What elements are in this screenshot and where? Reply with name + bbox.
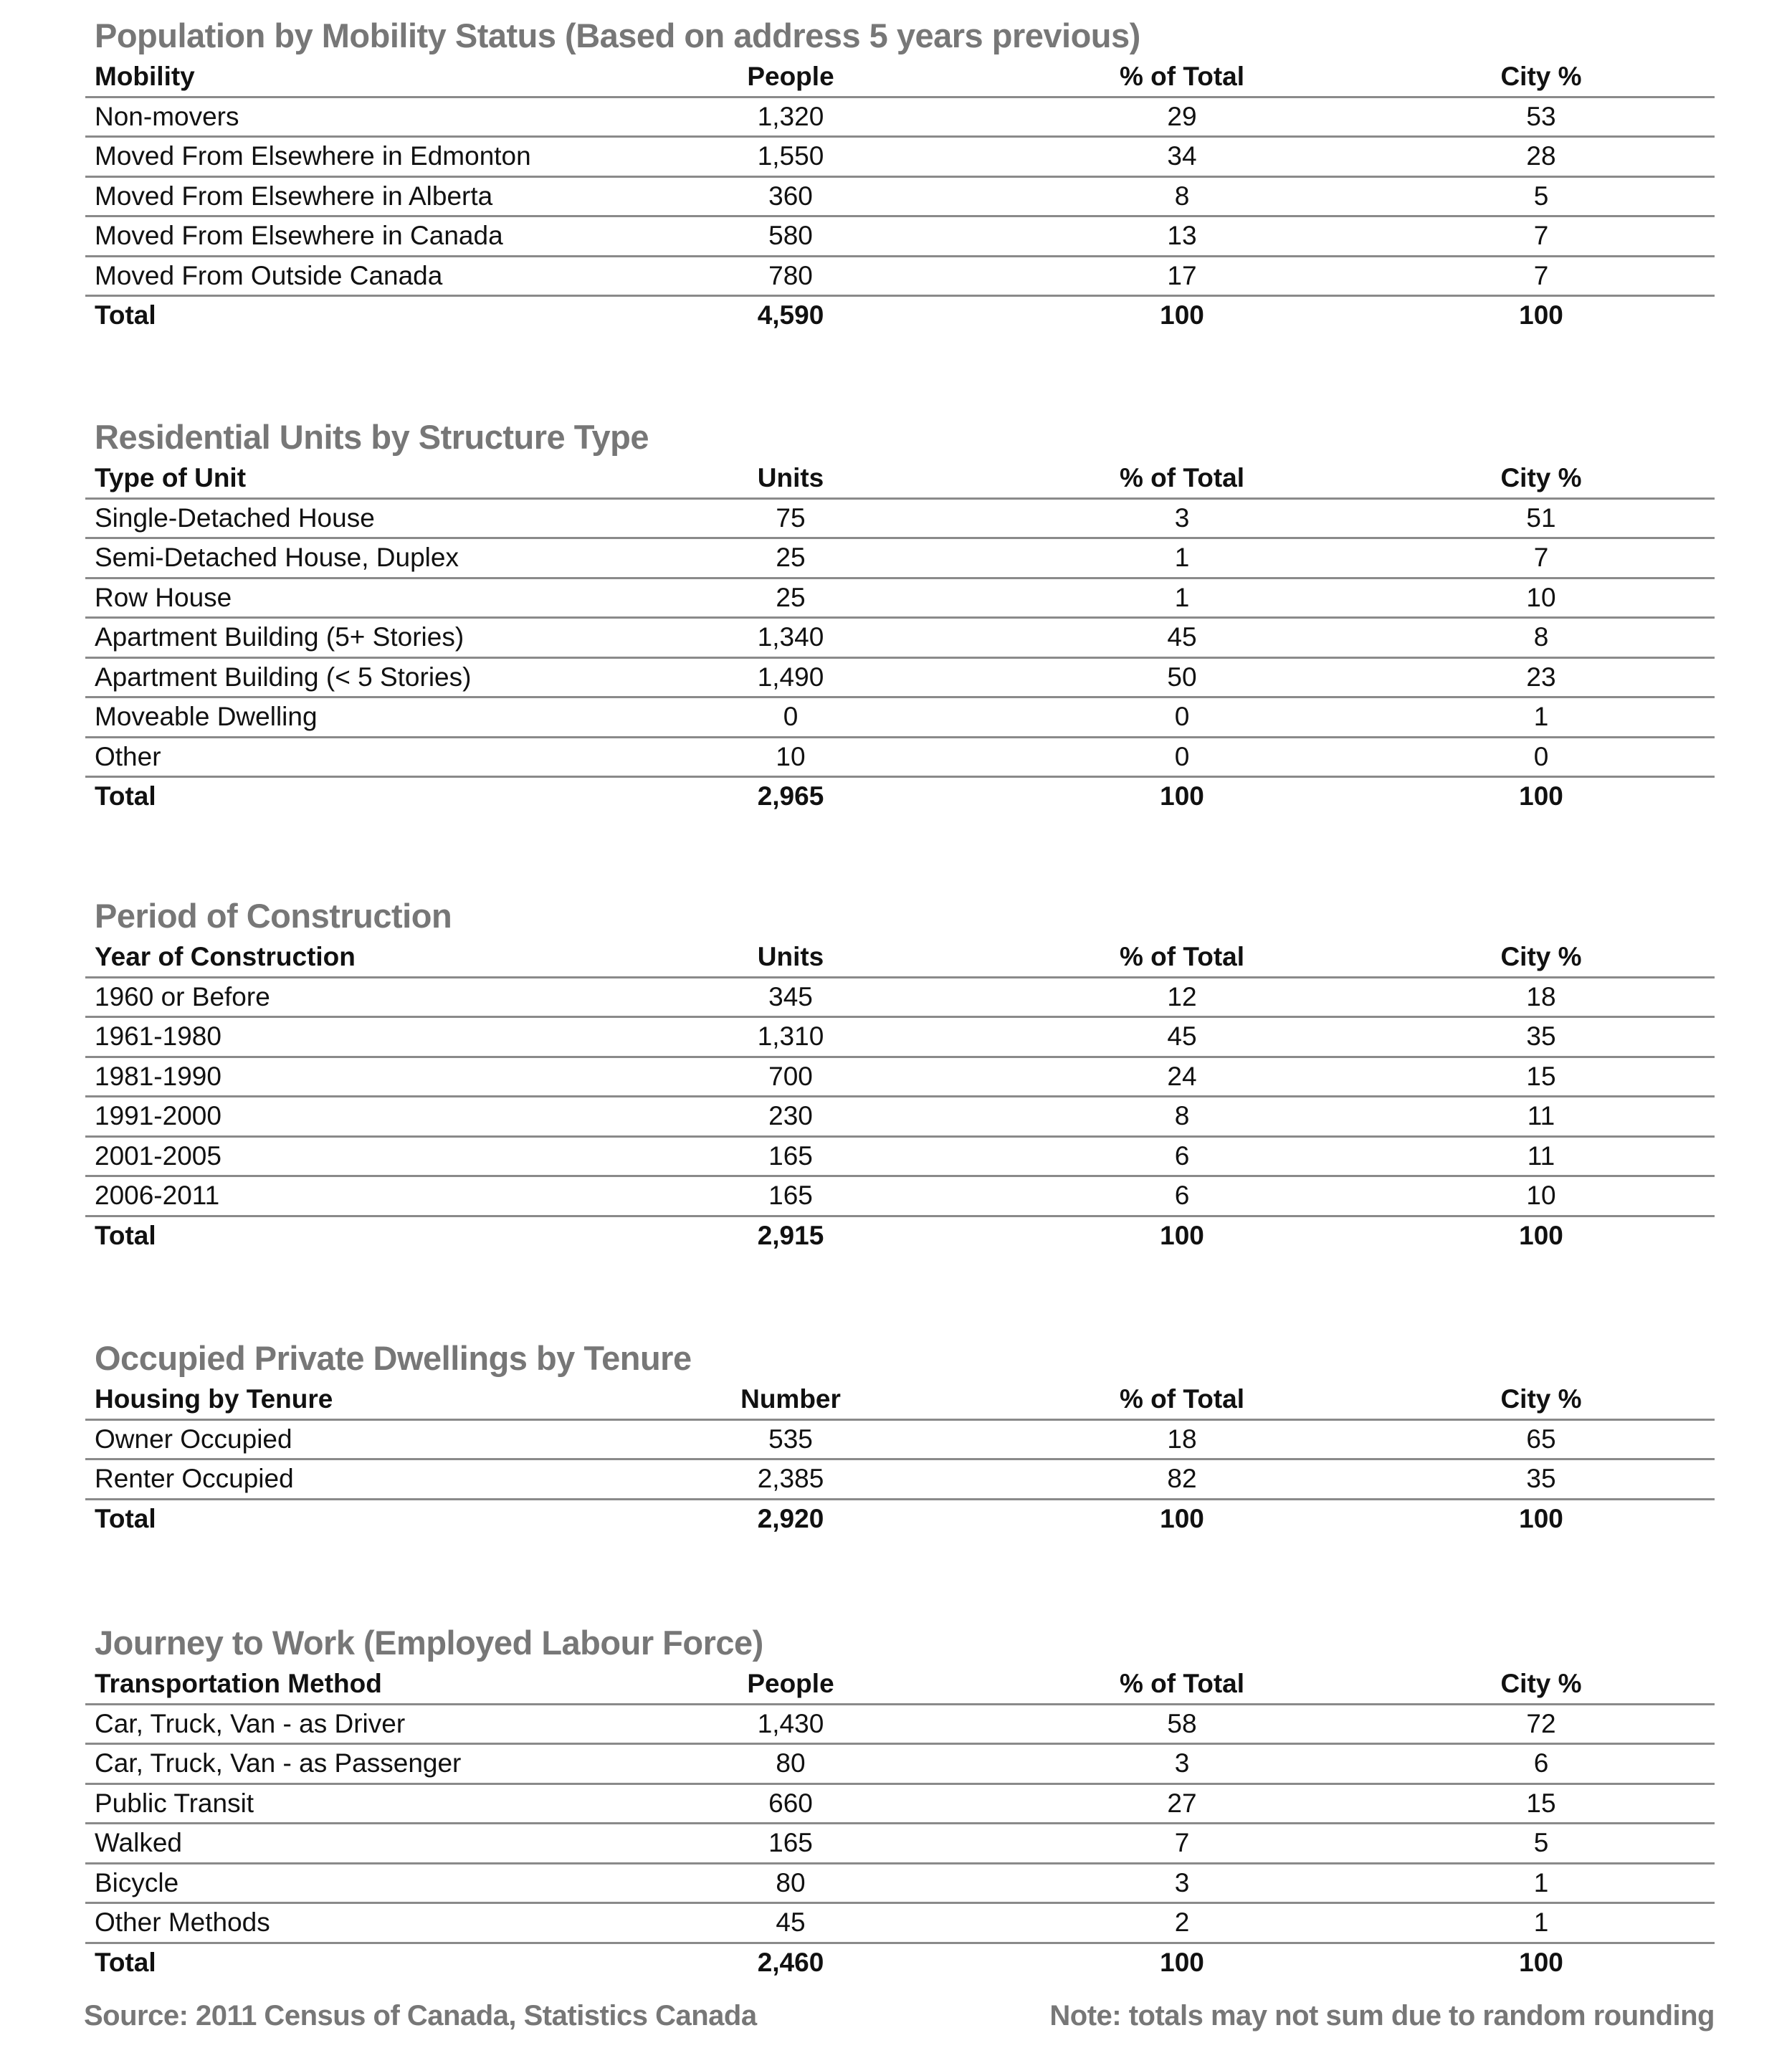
section-title: Residential Units by Structure Type	[95, 418, 649, 456]
cell-value: 3	[1174, 503, 1190, 533]
table-row	[85, 1785, 1715, 1825]
row-label: Walked	[95, 1828, 183, 1857]
cell-value: 1,310	[757, 1021, 824, 1051]
table-row	[85, 978, 1715, 1019]
cell-value: Number	[740, 1384, 841, 1414]
table-row	[85, 1705, 1715, 1745]
total-row	[85, 1217, 1715, 1257]
cell-value: 24	[1167, 1061, 1197, 1091]
cell-value: 29	[1167, 101, 1197, 131]
cell-value: 72	[1526, 1708, 1556, 1738]
table-row	[85, 98, 1715, 138]
cell-value: 6	[1174, 1140, 1190, 1171]
table-row	[85, 1904, 1715, 1944]
table-row	[85, 1018, 1715, 1058]
total-row	[85, 297, 1715, 337]
cell-value: 15	[1526, 1061, 1556, 1091]
cell-value: 2,385	[757, 1464, 824, 1493]
cell-value: 660	[768, 1788, 813, 1818]
cell-value: 35	[1526, 1464, 1556, 1493]
row-label: Single-Detached House	[95, 503, 375, 533]
cell-value: Units	[757, 463, 824, 492]
cell-value: 4,590	[757, 300, 824, 330]
cell-value: 1,490	[757, 662, 824, 692]
construction-period-table	[85, 894, 1715, 1257]
row-label: Car, Truck, Van - as Driver	[95, 1708, 406, 1738]
cell-value: 700	[768, 1061, 813, 1091]
cell-value: 0	[1533, 741, 1549, 771]
cell-value: City %	[1500, 1384, 1582, 1414]
cell-value: 100	[1160, 300, 1204, 330]
row-label: Car, Truck, Van - as Passenger	[95, 1748, 462, 1778]
cell-value: 2,460	[757, 1947, 824, 1977]
cell-value: 10	[1526, 1181, 1556, 1210]
table-header	[85, 938, 1715, 978]
cell-value: 100	[1519, 1503, 1563, 1533]
row-label: Renter Occupied	[95, 1464, 294, 1493]
table-row	[85, 217, 1715, 257]
cell-value: % of Total	[1119, 1669, 1244, 1698]
cell-value: 15	[1526, 1788, 1556, 1818]
cell-value: % of Total	[1119, 62, 1244, 91]
cell-value: 1,430	[757, 1708, 824, 1738]
cell-value: 11	[1527, 1140, 1555, 1171]
cell-value: 1	[1533, 1908, 1549, 1937]
cell-value: 17	[1167, 260, 1197, 290]
cell-value: 8	[1533, 622, 1549, 652]
cell-value: 0	[1174, 702, 1190, 731]
cell-value: 6	[1174, 1181, 1190, 1210]
table-row	[85, 698, 1715, 738]
cell-value: 51	[1526, 503, 1556, 533]
cell-value: % of Total	[1119, 942, 1244, 971]
table-row	[85, 138, 1715, 178]
cell-value: 580	[768, 221, 813, 250]
source-note: Source: 2011 Census of Canada, Statistics Canada	[84, 2000, 757, 2032]
cell-value: 7	[1533, 260, 1549, 290]
cell-value: 100	[1160, 781, 1204, 811]
cell-value: 82	[1167, 1464, 1197, 1493]
row-label: Semi-Detached House, Duplex	[95, 543, 459, 572]
row-label: Moved From Elsewhere in Canada	[95, 221, 503, 250]
cell-value: 100	[1519, 1220, 1563, 1250]
cell-value: 100	[1160, 1503, 1204, 1533]
cell-value: People	[747, 62, 834, 91]
row-label: Total	[95, 781, 156, 811]
table-row	[85, 738, 1715, 778]
table-row	[85, 1058, 1715, 1098]
table-row	[85, 579, 1715, 619]
cell-value: 360	[768, 181, 813, 211]
cell-value: 1,320	[757, 101, 824, 131]
row-label: 1991-2000	[95, 1101, 221, 1130]
table-row	[85, 257, 1715, 297]
row-label: Apartment Building (5+ Stories)	[95, 622, 464, 652]
table-row	[85, 1138, 1715, 1178]
table-row	[85, 1745, 1715, 1785]
table-row	[85, 1421, 1715, 1461]
section-title: Period of Construction	[95, 897, 452, 935]
row-label: Row House	[95, 582, 232, 612]
row-label: Total	[95, 1220, 156, 1250]
total-row	[85, 1944, 1715, 1984]
cell-value: 12	[1167, 981, 1197, 1011]
cell-value: 100	[1519, 1947, 1563, 1977]
row-label: 2006-2011	[95, 1181, 220, 1210]
cell-value: City %	[1500, 942, 1582, 971]
table-row	[85, 659, 1715, 699]
cell-value: 35	[1526, 1021, 1556, 1051]
cell-value: 1	[1533, 702, 1549, 731]
cell-value: 0	[783, 702, 799, 731]
cell-value: 45	[1167, 1021, 1197, 1051]
cell-value: 75	[776, 503, 806, 533]
row-label: Transportation Method	[95, 1669, 382, 1698]
row-label: Non-movers	[95, 101, 239, 131]
row-label: 1981-1990	[95, 1061, 221, 1091]
structure-type-table	[85, 415, 1715, 818]
cell-value: 1,550	[757, 141, 824, 171]
table-row	[85, 1864, 1715, 1905]
cell-value: 11	[1527, 1101, 1555, 1130]
cell-value: 5	[1533, 181, 1549, 211]
row-label: Total	[95, 300, 156, 330]
rounding-note: Note: totals may not sum due to random rounding	[1049, 2000, 1715, 2032]
cell-value: 25	[776, 543, 806, 572]
cell-value: 1,340	[757, 622, 824, 652]
cell-value: Units	[757, 942, 824, 971]
cell-value: 2,920	[757, 1503, 824, 1533]
cell-value: 7	[1533, 543, 1549, 572]
cell-value: 18	[1526, 981, 1556, 1011]
cell-value: 10	[776, 741, 806, 771]
row-label: Other	[95, 741, 161, 771]
cell-value: 8	[1174, 181, 1190, 211]
cell-value: 8	[1174, 1101, 1190, 1130]
cell-value: 80	[776, 1867, 806, 1897]
cell-value: 45	[1167, 622, 1197, 652]
cell-value: 50	[1167, 662, 1197, 692]
cell-value: 1	[1533, 1867, 1549, 1897]
row-label: Owner Occupied	[95, 1424, 292, 1454]
row-label: Moved From Elsewhere in Edmonton	[95, 141, 531, 171]
table-row	[85, 178, 1715, 218]
cell-value: 780	[768, 260, 813, 290]
row-label: Mobility	[95, 62, 195, 91]
table-header	[85, 1665, 1715, 1705]
cell-value: 13	[1167, 221, 1197, 250]
cell-value: 3	[1174, 1748, 1190, 1778]
cell-value: 34	[1167, 141, 1197, 171]
cell-value: 100	[1519, 300, 1563, 330]
cell-value: 100	[1160, 1947, 1204, 1977]
cell-value: 5	[1533, 1828, 1549, 1857]
table-row	[85, 1097, 1715, 1138]
cell-value: 345	[768, 981, 813, 1011]
table-row	[85, 1177, 1715, 1217]
dwelling-tenure-table	[85, 1336, 1715, 1540]
cell-value: 6	[1533, 1748, 1549, 1778]
table-row	[85, 619, 1715, 659]
total-row	[85, 1500, 1715, 1540]
cell-value: 28	[1526, 141, 1556, 171]
row-label: Bicycle	[95, 1867, 179, 1897]
cell-value: 27	[1167, 1788, 1197, 1818]
cell-value: City %	[1500, 62, 1582, 91]
cell-value: 535	[768, 1424, 813, 1454]
row-label: Public Transit	[95, 1788, 254, 1818]
table-row	[85, 1460, 1715, 1500]
cell-value: 65	[1526, 1424, 1556, 1454]
cell-value: % of Total	[1119, 1384, 1244, 1414]
row-label: Housing by Tenure	[95, 1384, 333, 1414]
cell-value: 23	[1526, 662, 1556, 692]
row-label: 2001-2005	[95, 1140, 221, 1171]
total-row	[85, 778, 1715, 818]
cell-value: % of Total	[1119, 463, 1244, 492]
cell-value: 53	[1526, 101, 1556, 131]
row-label: Total	[95, 1503, 156, 1533]
cell-value: 100	[1519, 781, 1563, 811]
cell-value: 80	[776, 1748, 806, 1778]
cell-value: City %	[1500, 1669, 1582, 1698]
table-header	[85, 58, 1715, 98]
cell-value: 58	[1167, 1708, 1197, 1738]
table-row	[85, 1824, 1715, 1864]
table-header	[85, 459, 1715, 500]
row-label: Moved From Outside Canada	[95, 260, 443, 290]
cell-value: 7	[1174, 1828, 1190, 1857]
cell-value: 2,915	[757, 1220, 824, 1250]
cell-value: City %	[1500, 463, 1582, 492]
mobility-status-table	[85, 14, 1715, 337]
row-label: Moveable Dwelling	[95, 702, 318, 731]
cell-value: 100	[1160, 1220, 1204, 1250]
row-label: 1961-1980	[95, 1021, 221, 1051]
cell-value: 2	[1174, 1908, 1190, 1937]
cell-value: 165	[768, 1140, 813, 1171]
journey-to-work-table	[85, 1621, 1715, 1983]
table-row	[85, 500, 1715, 540]
cell-value: 10	[1526, 582, 1556, 612]
row-label: Year of Construction	[95, 942, 356, 971]
section-title: Journey to Work (Employed Labour Force)	[95, 1624, 763, 1662]
cell-value: 165	[768, 1181, 813, 1210]
row-label: Apartment Building (< 5 Stories)	[95, 662, 472, 692]
cell-value: 230	[768, 1101, 813, 1130]
section-title: Population by Mobility Status (Based on address 5 years previous)	[95, 16, 1140, 54]
cell-value: 25	[776, 582, 806, 612]
section-title: Occupied Private Dwellings by Tenure	[95, 1339, 692, 1377]
row-label: Type of Unit	[95, 463, 247, 492]
table-row	[85, 539, 1715, 579]
cell-value: 7	[1533, 221, 1549, 250]
table-header	[85, 1381, 1715, 1421]
row-label: Other Methods	[95, 1908, 270, 1937]
cell-value: 0	[1174, 741, 1190, 771]
cell-value: 18	[1167, 1424, 1197, 1454]
cell-value: 1	[1174, 582, 1190, 612]
cell-value: 2,965	[757, 781, 824, 811]
cell-value: 45	[776, 1908, 806, 1937]
cell-value: 165	[768, 1828, 813, 1857]
cell-value: People	[747, 1669, 834, 1698]
cell-value: 1	[1174, 543, 1190, 572]
row-label: 1960 or Before	[95, 981, 270, 1011]
row-label: Moved From Elsewhere in Alberta	[95, 181, 493, 211]
row-label: Total	[95, 1947, 156, 1977]
cell-value: 3	[1174, 1867, 1190, 1897]
